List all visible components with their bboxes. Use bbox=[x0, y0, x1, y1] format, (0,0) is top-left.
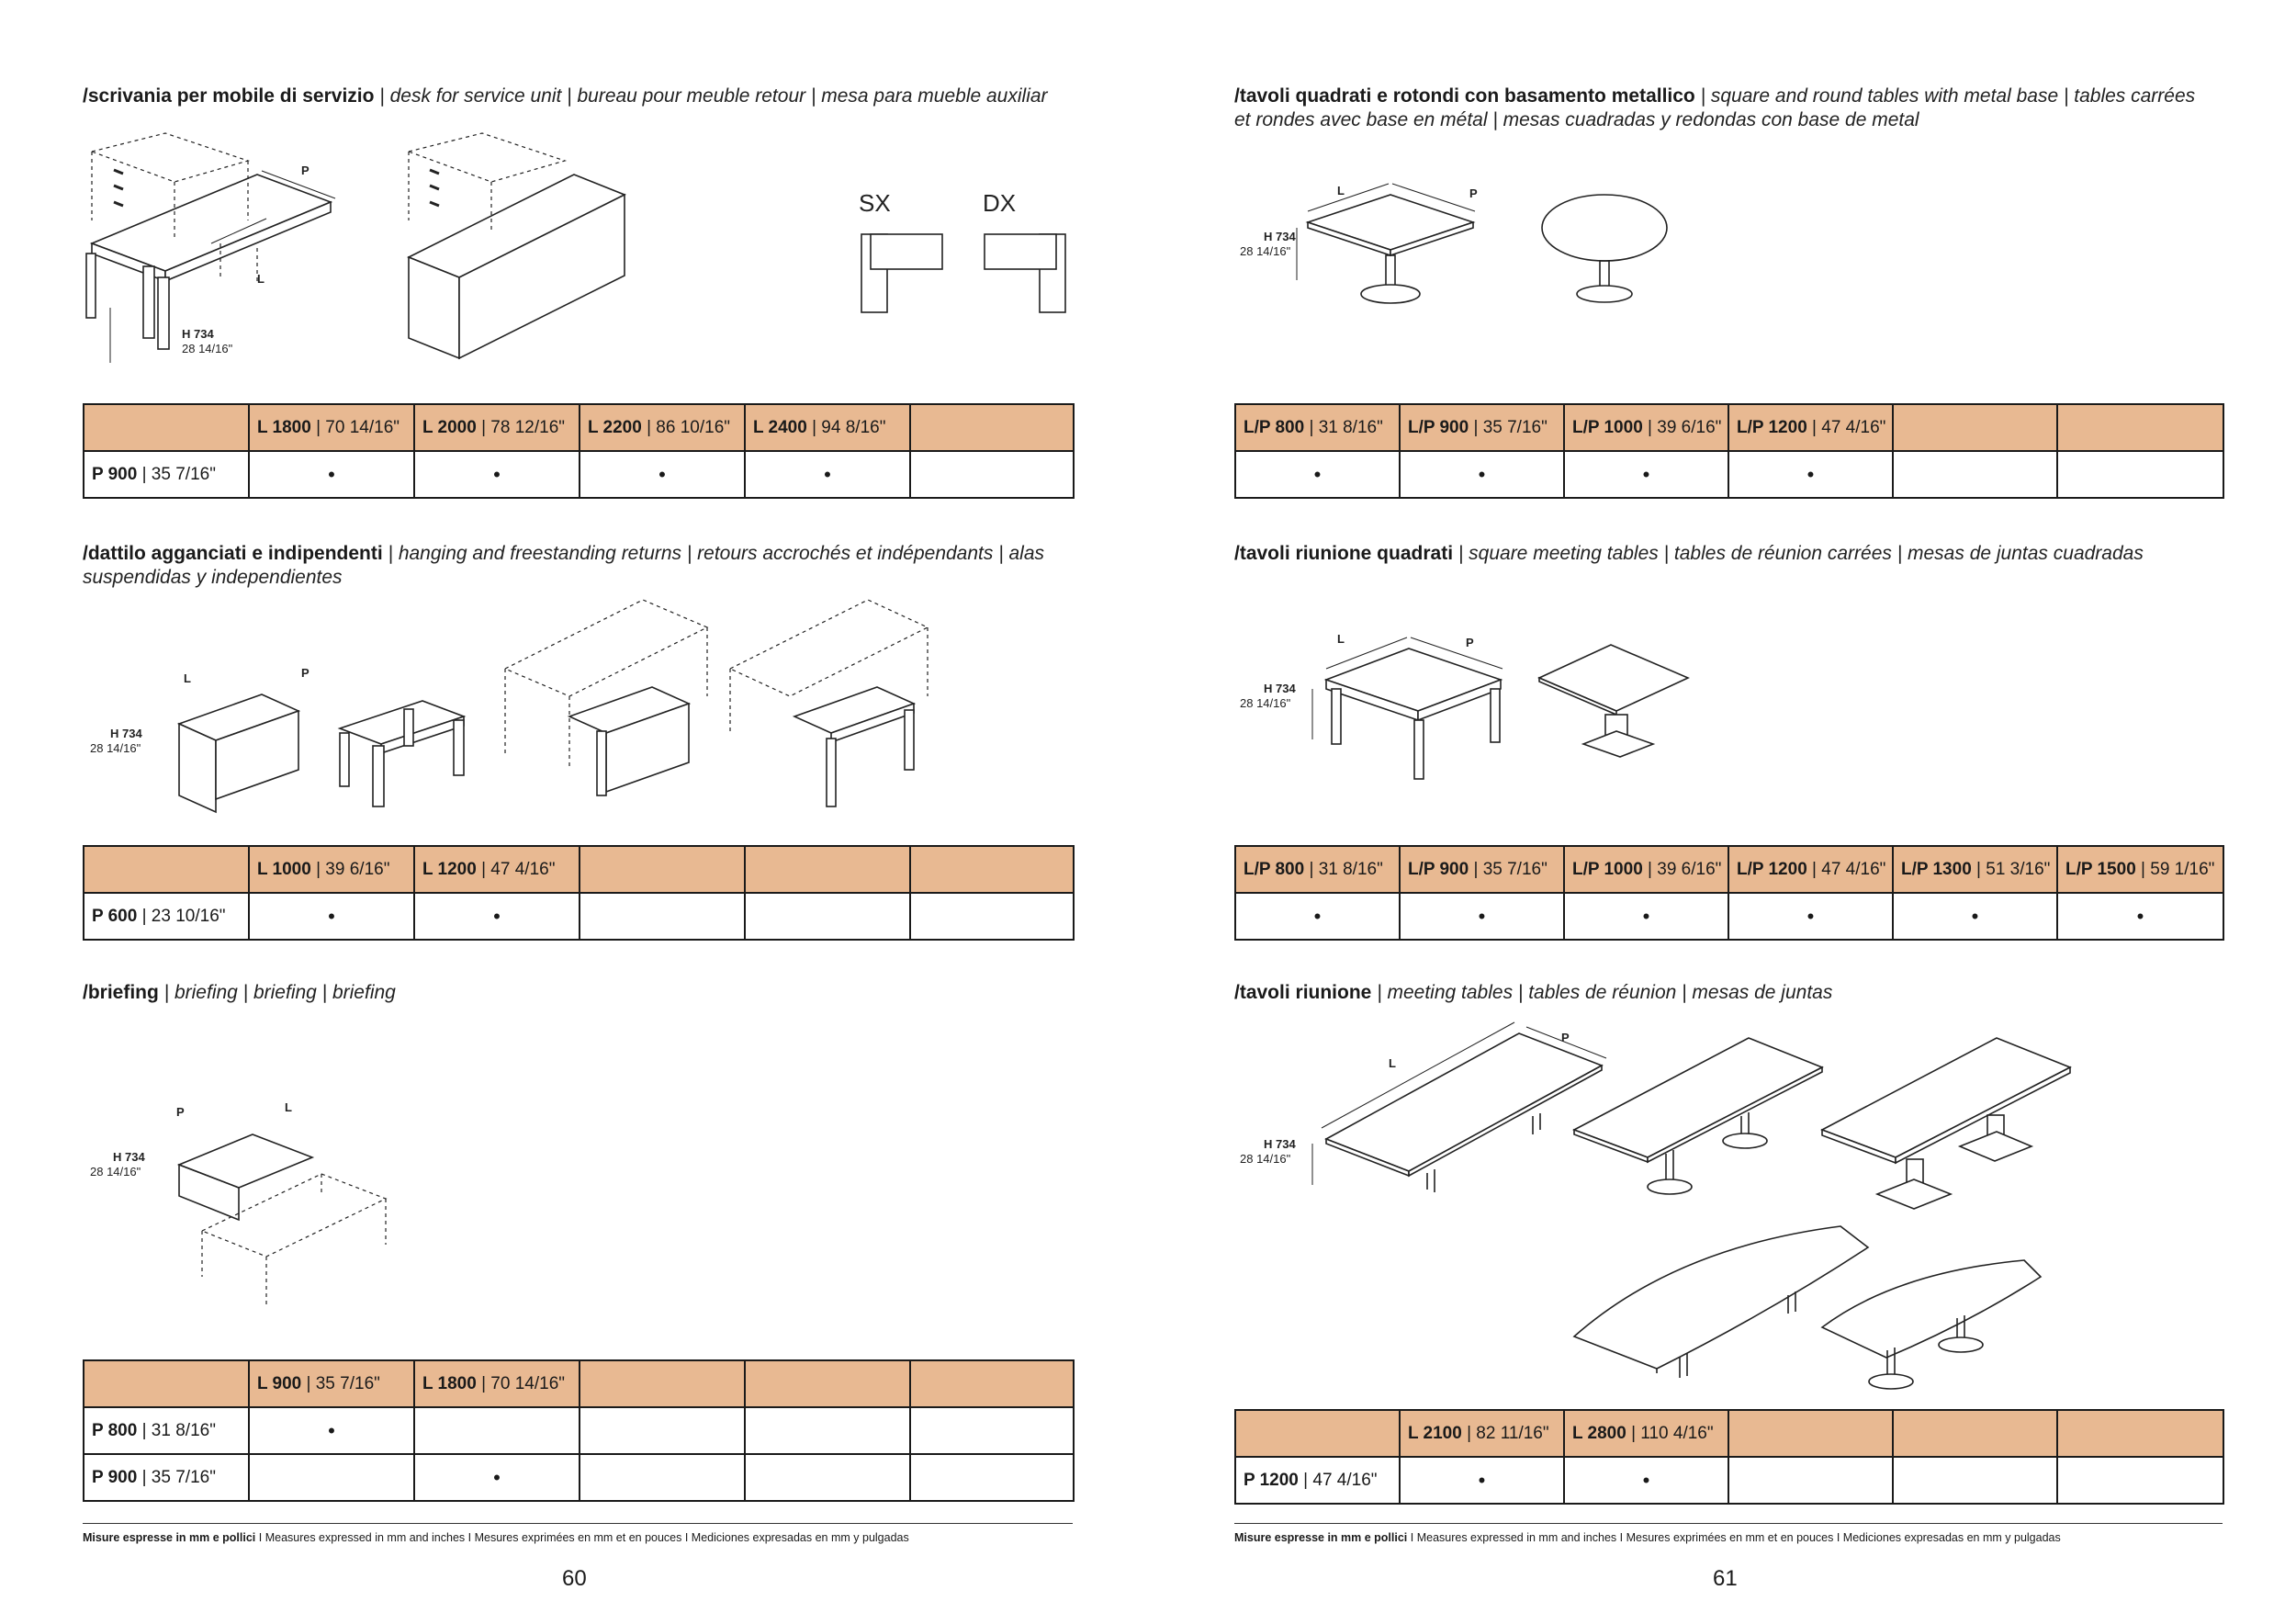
availability-cell: • bbox=[1728, 893, 1893, 940]
availability-cell bbox=[1893, 1457, 2057, 1504]
table-corner-cell bbox=[84, 1360, 249, 1407]
dim-label-l: L bbox=[184, 671, 191, 685]
table-row bbox=[84, 1407, 1074, 1454]
dim-label-height: H 734 bbox=[1264, 1137, 1296, 1151]
availability-cell bbox=[580, 1407, 745, 1454]
briefing-table bbox=[83, 1359, 1075, 1502]
label-dx: DX bbox=[983, 189, 1017, 217]
table-header-cell: L 1200 | 47 4/16" bbox=[414, 846, 580, 893]
page-number: 60 bbox=[562, 1566, 587, 1591]
table-row bbox=[84, 1454, 1074, 1501]
table-header-cell: L 1800 | 70 14/16" bbox=[249, 404, 414, 451]
footnote: Misure espresse in mm e pollici I Measures expressed in mm and inches I Mesures exprimées en mm et en pouces I Mediciones expresadas en mm y pulgadas bbox=[83, 1531, 909, 1544]
meeting-tables-table bbox=[1234, 1409, 2224, 1505]
availability-cell: • bbox=[1893, 893, 2057, 940]
desk-with-service-unit-drawing bbox=[86, 133, 335, 363]
meeting-table-square-bases-drawing bbox=[1822, 1038, 2070, 1209]
table-row bbox=[84, 451, 1074, 498]
table-header-cell: L/P 900 | 35 7/16" bbox=[1400, 846, 1564, 893]
row-header-cell: P 900 | 35 7/16" bbox=[84, 451, 249, 498]
availability-cell bbox=[745, 1454, 910, 1501]
metal-base-tables-table bbox=[1234, 403, 2224, 499]
table-header-cell bbox=[1893, 404, 2057, 451]
table-header-cell: L 2200 | 86 10/16" bbox=[580, 404, 745, 451]
footer-divider bbox=[83, 1523, 1073, 1524]
square-meeting-table-central-base-drawing bbox=[1539, 645, 1688, 757]
table-header-cell: L/P 900 | 35 7/16" bbox=[1400, 404, 1564, 451]
availability-cell: • bbox=[414, 893, 580, 940]
table-header-cell: L 900 | 35 7/16" bbox=[249, 1360, 414, 1407]
dim-label-p: P bbox=[1469, 186, 1478, 200]
square-meeting-tables-table bbox=[1234, 845, 2224, 941]
dim-label-height-inches: 28 14/16" bbox=[182, 342, 233, 355]
dim-label-height: H 734 bbox=[1264, 682, 1296, 695]
availability-cell bbox=[910, 1407, 1074, 1454]
desk-with-hanging-return-drawing bbox=[730, 600, 928, 806]
briefing-drawing bbox=[83, 1084, 413, 1314]
section-title-briefing: /briefing | briefing | briefing | briefing bbox=[83, 982, 396, 1003]
table-header-cell: L 1000 | 39 6/16" bbox=[249, 846, 414, 893]
table-header-cell bbox=[580, 846, 745, 893]
availability-cell: • bbox=[1400, 451, 1564, 498]
row-header-cell: P 600 | 23 10/16" bbox=[84, 893, 249, 940]
meeting-tables-drawings bbox=[1234, 1020, 2079, 1387]
table-corner-cell bbox=[84, 846, 249, 893]
table-header-cell: L/P 1500 | 59 1/16" bbox=[2057, 846, 2223, 893]
table-header-row bbox=[1235, 404, 2223, 451]
section-title-service-desk: /scrivania per mobile di servizio | desk for service unit | bureau pour meuble retour | mesa para mueble auxiliar bbox=[83, 85, 1048, 107]
availability-cell: • bbox=[414, 451, 580, 498]
availability-cell: • bbox=[1235, 893, 1400, 940]
desk-with-return-drawing bbox=[505, 600, 707, 795]
availability-cell: • bbox=[1564, 893, 1728, 940]
table-header-cell: L/P 800 | 31 8/16" bbox=[1235, 404, 1400, 451]
dim-label-p: P bbox=[1466, 636, 1474, 649]
table-header-cell: L/P 800 | 31 8/16" bbox=[1235, 846, 1400, 893]
page-number: 61 bbox=[1713, 1566, 1738, 1591]
table-header-row bbox=[84, 1360, 1074, 1407]
availability-cell: • bbox=[1400, 1457, 1564, 1504]
dim-label-p: P bbox=[301, 666, 310, 680]
meeting-table-round-bases-drawing bbox=[1574, 1038, 1822, 1194]
dim-label-l: L bbox=[285, 1100, 292, 1114]
availability-cell: • bbox=[1728, 451, 1893, 498]
square-table-metal-base-drawing bbox=[1240, 184, 1478, 303]
dim-label-height: H 734 bbox=[113, 1150, 145, 1164]
table-header-row bbox=[84, 404, 1074, 451]
footnote: Misure espresse in mm e pollici I Measures expressed in mm and inches I Mesures exprimées en mm et en pouces I Mediciones expresadas en mm y pulgadas bbox=[1234, 1531, 2061, 1544]
table-header-cell bbox=[745, 846, 910, 893]
section-title-meeting-tables: /tavoli riunione | meeting tables | tables de réunion | mesas de juntas bbox=[1234, 982, 1833, 1003]
availability-cell: • bbox=[1564, 451, 1728, 498]
availability-cell bbox=[249, 1454, 414, 1501]
table-header-cell: L 2800 | 110 4/16" bbox=[1564, 1410, 1728, 1457]
dim-label-l: L bbox=[1337, 632, 1345, 646]
availability-cell: • bbox=[249, 893, 414, 940]
section-title-returns: /dattilo agganciati e indipendenti | hanging and freestanding returns | retours accrochés et indépendants | alas suspendidas y independientes bbox=[83, 543, 1045, 588]
dim-label-p: P bbox=[176, 1105, 185, 1119]
returns-drawings bbox=[83, 595, 1001, 825]
dx-layout-icon bbox=[985, 234, 1065, 312]
table-header-cell: L/P 1300 | 51 3/16" bbox=[1893, 846, 2057, 893]
table-header-cell bbox=[1893, 1410, 2057, 1457]
dim-label-height-inches: 28 14/16" bbox=[1240, 1152, 1291, 1166]
footer-divider bbox=[1234, 1523, 2223, 1524]
table-header-cell bbox=[910, 846, 1074, 893]
table-header-cell: L/P 1200 | 47 4/16" bbox=[1728, 846, 1893, 893]
round-table-metal-base-drawing bbox=[1542, 195, 1667, 302]
availability-cell: • bbox=[249, 1407, 414, 1454]
table-header-row bbox=[84, 846, 1074, 893]
dim-label-height: H 734 bbox=[110, 727, 142, 740]
boat-shaped-table-small-drawing bbox=[1822, 1260, 2041, 1389]
availability-cell bbox=[2057, 1457, 2223, 1504]
table-header-cell bbox=[910, 404, 1074, 451]
availability-cell: • bbox=[745, 451, 910, 498]
returns-table bbox=[83, 845, 1075, 941]
service-desk-drawings bbox=[73, 129, 1084, 367]
availability-cell bbox=[910, 451, 1074, 498]
dim-label-height: H 734 bbox=[1264, 230, 1296, 243]
availability-cell bbox=[2057, 451, 2223, 498]
availability-cell bbox=[580, 1454, 745, 1501]
hanging-return-drawing bbox=[90, 666, 310, 812]
availability-cell bbox=[1893, 451, 2057, 498]
availability-cell: • bbox=[414, 1454, 580, 1501]
availability-cell: • bbox=[1235, 451, 1400, 498]
table-corner-cell bbox=[1235, 1410, 1400, 1457]
availability-cell: • bbox=[2057, 893, 2223, 940]
availability-cell bbox=[910, 1454, 1074, 1501]
desk-with-panel-legs-drawing bbox=[409, 133, 625, 358]
section-title-metal-base-tables: /tavoli quadrati e rotondi con basamento metallico | square and round tables with metal base | tables carrées et rondes avec base en métal | mesas cuadradas y redondas con base de metal bbox=[1234, 85, 2196, 130]
dim-label-l: L bbox=[257, 272, 264, 286]
table-header-cell bbox=[2057, 1410, 2223, 1457]
table-header-cell: L 2100 | 82 11/16" bbox=[1400, 1410, 1564, 1457]
dim-label-p: P bbox=[1561, 1031, 1570, 1044]
dim-label-l: L bbox=[1389, 1056, 1396, 1070]
table-row bbox=[1235, 1457, 2223, 1504]
table-header-cell: L 2000 | 78 12/16" bbox=[414, 404, 580, 451]
boat-shaped-table-large-drawing bbox=[1574, 1226, 1868, 1378]
table-header-cell bbox=[580, 1360, 745, 1407]
table-header-row bbox=[1235, 1410, 2223, 1457]
dim-label-l: L bbox=[1337, 184, 1345, 197]
dim-label-height-inches: 28 14/16" bbox=[90, 1165, 141, 1179]
dim-label-p: P bbox=[301, 164, 310, 177]
availability-cell bbox=[745, 1407, 910, 1454]
dim-label-height-inches: 28 14/16" bbox=[90, 741, 141, 755]
row-header-cell: P 800 | 31 8/16" bbox=[84, 1407, 249, 1454]
metal-base-tables-drawings bbox=[1234, 175, 1694, 321]
square-meeting-table-4-legs-drawing bbox=[1240, 632, 1503, 779]
meeting-table-panel-legs-drawing bbox=[1240, 1022, 1606, 1192]
table-header-cell: L 1800 | 70 14/16" bbox=[414, 1360, 580, 1407]
availability-cell: • bbox=[249, 451, 414, 498]
table-row bbox=[1235, 451, 2223, 498]
table-header-cell: L/P 1200 | 47 4/16" bbox=[1728, 404, 1893, 451]
sx-layout-icon bbox=[861, 234, 942, 312]
availability-cell bbox=[910, 893, 1074, 940]
table-header-cell: L 2400 | 94 8/16" bbox=[745, 404, 910, 451]
row-header-cell: P 900 | 35 7/16" bbox=[84, 1454, 249, 1501]
availability-cell bbox=[414, 1407, 580, 1454]
label-sx: SX bbox=[859, 189, 891, 217]
availability-cell: • bbox=[580, 451, 745, 498]
dim-label-height: H 734 bbox=[182, 327, 214, 341]
table-header-row bbox=[1235, 846, 2223, 893]
dim-label-height-inches: 28 14/16" bbox=[1240, 696, 1291, 710]
table-header-cell bbox=[1728, 1410, 1893, 1457]
availability-cell bbox=[745, 893, 910, 940]
table-header-cell: L/P 1000 | 39 6/16" bbox=[1564, 404, 1728, 451]
table-header-cell: L/P 1000 | 39 6/16" bbox=[1564, 846, 1728, 893]
table-header-cell bbox=[2057, 404, 2223, 451]
table-header-cell bbox=[745, 1360, 910, 1407]
table-corner-cell bbox=[84, 404, 249, 451]
service-desk-table bbox=[83, 403, 1075, 499]
freestanding-return-drawing bbox=[340, 701, 464, 806]
section-title-square-meeting-tables: /tavoli riunione quadrati | square meeting tables | tables de réunion carrées | mesas de juntas cuadradas bbox=[1234, 543, 2144, 564]
square-meeting-tables-drawings bbox=[1234, 625, 1694, 790]
availability-cell: • bbox=[1400, 893, 1564, 940]
table-header-cell bbox=[910, 1360, 1074, 1407]
availability-cell bbox=[1728, 1457, 1893, 1504]
dim-label-height-inches: 28 14/16" bbox=[1240, 244, 1291, 258]
row-header-cell: P 1200 | 47 4/16" bbox=[1235, 1457, 1400, 1504]
availability-cell: • bbox=[1564, 1457, 1728, 1504]
table-row bbox=[84, 893, 1074, 940]
table-row bbox=[1235, 893, 2223, 940]
availability-cell bbox=[580, 893, 745, 940]
